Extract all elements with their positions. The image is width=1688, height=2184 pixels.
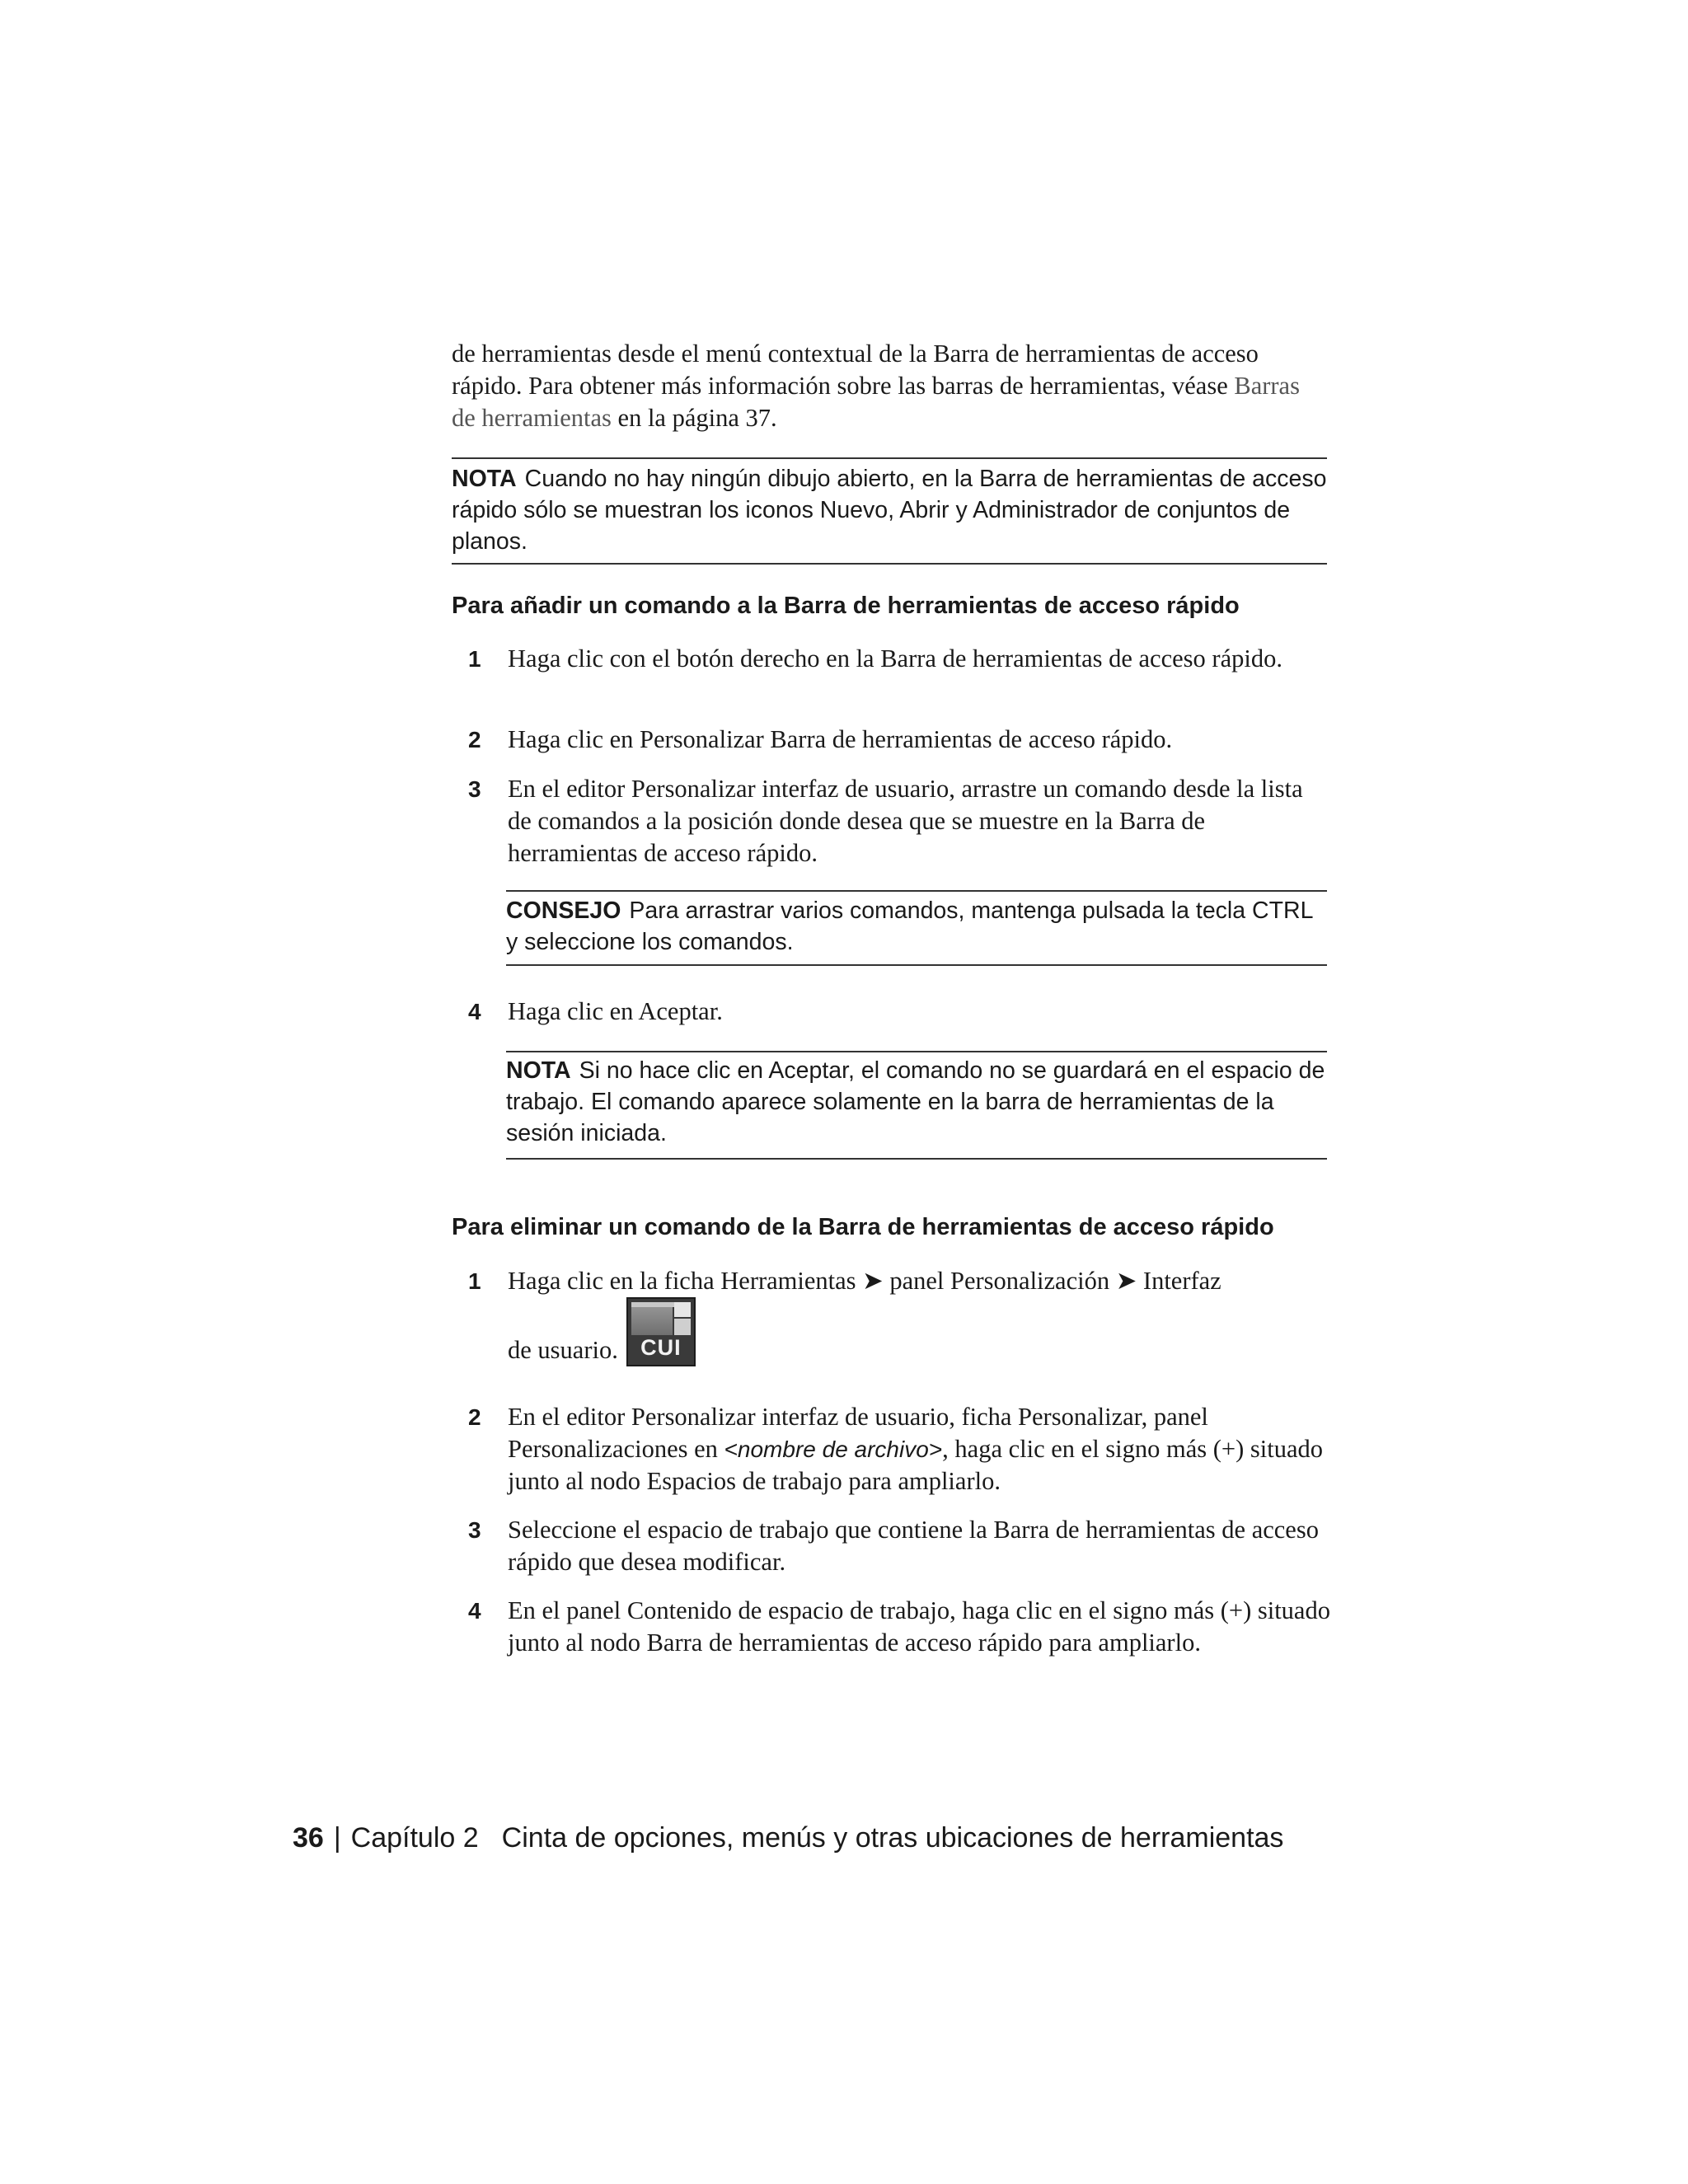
page-number: 36 — [293, 1822, 324, 1854]
intro-paragraph — [452, 338, 1327, 434]
cui-icon-label: CUI — [640, 1335, 682, 1360]
step-text: Haga clic en la ficha Herramientas ➤ panel Personalización ➤ Interfaz — [508, 1267, 1221, 1295]
note2-text: Si no hace clic en Aceptar, el comando no se guardará en el espacio de trabajo. El comando aparece solamente en la barra de herramientas de la sesión iniciada. — [506, 1057, 1325, 1146]
cui-icon[interactable] — [626, 1297, 696, 1366]
tip-label: CONSEJO — [506, 898, 621, 924]
step-text: Haga clic con el botón derecho en la Barra de herramientas de acceso rápido. — [508, 644, 1282, 673]
intro-text-after: en la página 37. — [611, 404, 777, 432]
step-number: 1 — [468, 646, 481, 672]
note-label: NOTA — [452, 466, 517, 492]
note2-bottom-rule — [506, 1158, 1327, 1160]
page-footer — [293, 1821, 1283, 1854]
tip-box — [506, 895, 1327, 958]
step-number: 4 — [468, 999, 481, 1024]
step-text-before: En el editor Personalizar interfaz de usuario, ficha Personalizar, panel Personalizaciones en — [508, 1403, 1208, 1463]
step-number: 3 — [468, 776, 481, 802]
note-bottom-rule — [452, 563, 1327, 565]
section-heading-add: Para añadir un comando a la Barra de herramientas de acceso rápido — [452, 593, 1240, 619]
step-text: Haga clic en Personalizar Barra de herramientas de acceso rápido. — [508, 725, 1173, 753]
step-text: En el panel Contenido de espacio de trabajo, haga clic en el signo más (+) situado junto al nodo Barra de herramientas de acceso rápido para ampliarlo. — [508, 1596, 1330, 1657]
step-number: 2 — [468, 727, 481, 752]
step-text: Seleccione el espacio de trabajo que contiene la Barra de herramientas de acceso rápido que desea modificar. — [508, 1516, 1319, 1576]
section-heading-remove: Para eliminar un comando de la Barra de herramientas de acceso rápido — [452, 1214, 1274, 1240]
chapter-label: Capítulo 2 — [350, 1822, 479, 1854]
chapter-title: Cinta de opciones, menús y otras ubicaciones de herramientas — [501, 1822, 1284, 1854]
step-number: 3 — [468, 1517, 481, 1543]
filename-placeholder: <nombre de archivo> — [724, 1436, 943, 1462]
note-box — [452, 463, 1327, 557]
note2-top-rule — [506, 1051, 1327, 1052]
note2-box — [506, 1055, 1327, 1149]
note-text: Cuando no hay ningún dibujo abierto, en la Barra de herramientas de acceso rápido sólo se muestran los iconos Nuevo, Abrir y Administrador de conjuntos de planos. — [452, 466, 1327, 555]
tip-top-rule — [506, 890, 1327, 892]
step-number: 2 — [468, 1404, 481, 1430]
step-text-after: , haga clic en el signo más (+) situado junto al nodo Espacios de trabajo para ampliarlo. — [508, 1435, 1324, 1495]
intro-text-before: de herramientas desde el menú contextual de la Barra de herramientas de acceso rápido. Para obtener más información sobre las barras de herramientas, véase — [452, 340, 1259, 400]
note-top-rule — [452, 457, 1327, 459]
tip-text: Para arrastrar varios comandos, mantenga pulsada la tecla CTRL y seleccione los comandos. — [506, 898, 1313, 955]
step-text: En el editor Personalizar interfaz de usuario, arrastre un comando desde la lista de comandos a la posición donde desea que se muestre en la Barra de herramientas de acceso rápido. — [508, 775, 1303, 867]
footer-separator: | — [333, 1822, 341, 1854]
step-text: Haga clic en Aceptar. — [508, 997, 723, 1025]
step-text-continued: de usuario. — [508, 1336, 618, 1364]
note2-label: NOTA — [506, 1057, 571, 1084]
tip-bottom-rule — [506, 964, 1327, 966]
step-number: 4 — [468, 1598, 481, 1624]
step-number: 1 — [468, 1268, 481, 1294]
toolbars-link[interactable]: Barras de herramientas — [452, 372, 1300, 432]
